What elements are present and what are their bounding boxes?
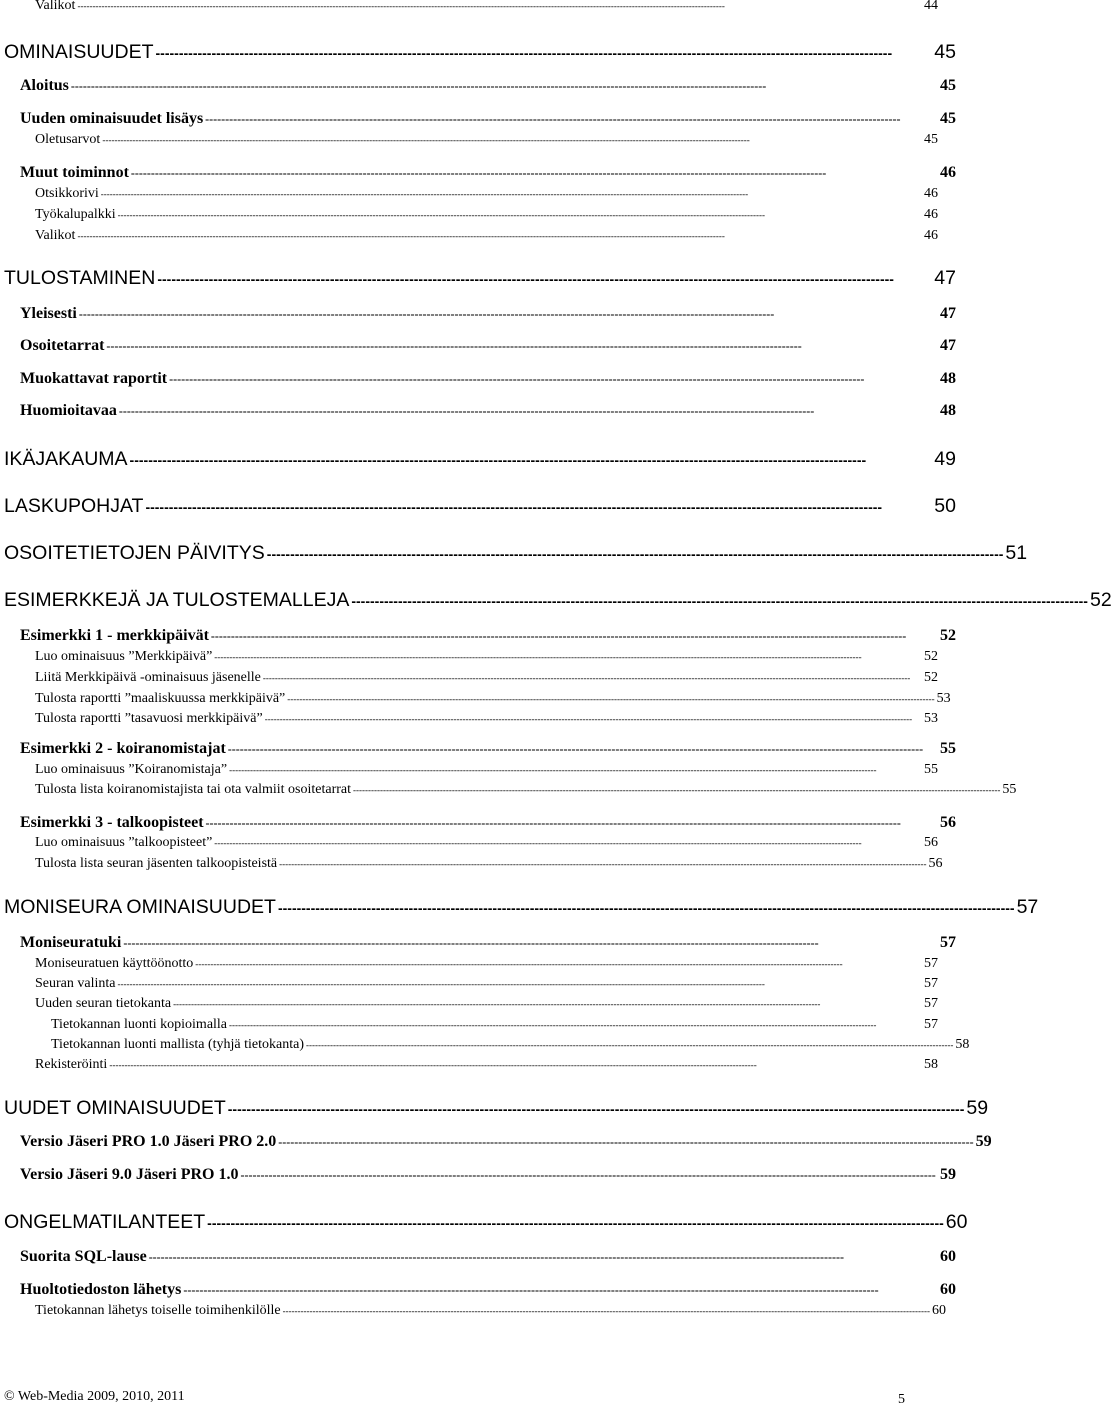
toc-entry[interactable] [20,1281,956,1301]
toc-entry-label: Aloitus [20,77,69,94]
toc-entry[interactable] [35,1057,938,1075]
dot-leader: ------------------------------------------------------------------------------------------------------------------------------------------------------------------------------ [118,404,815,418]
dot-leader: ------------------------------------------------------------------------------------------------------------------------------------------------------------------------------------------------------------------------ [195,959,843,969]
toc-entry[interactable] [51,1017,938,1035]
toc-entry-label: Esimerkki 2 - koiranomistajat [20,740,226,757]
dot-leader: -------------------------------------------------------------------------------------------------------------------------------------------------------------- [207,1215,944,1231]
dot-leader: ------------------------------------------------------------------------------------------------------------------------------------------------------------------------------ [148,1250,845,1264]
dot-leader: -------------------------------------------------------------------------------------------------------------------------------------------------------------- [145,499,883,515]
toc-entry[interactable] [4,448,956,472]
dot-leader: ------------------------------------------------------------------------------------------------------------------------------------------------------------------------------ [106,339,802,353]
toc-entry-page: 55 [940,740,956,757]
toc-entry-page: 48 [940,402,956,419]
dot-leader: ------------------------------------------------------------------------------------------------------------------------------------------------------------------------------------------------------------------------ [109,1060,757,1070]
toc-entry-label: Versio Jäseri 9.0 Jäseri PRO 1.0 [20,1166,239,1183]
toc-entry[interactable] [35,691,951,709]
toc-entry[interactable] [20,402,956,422]
toc-entry-label: Rekisteröinti [35,1057,108,1072]
toc-entry[interactable] [35,670,938,688]
toc-entry[interactable] [35,649,938,667]
toc-entry-label: Moniseuratuen käyttöönotto [35,956,194,971]
toc-entry-label: UUDET OMINAISUUDET [4,1097,226,1119]
toc-entry[interactable] [4,589,1112,613]
toc-entry[interactable] [20,337,956,357]
toc-entry-page: 52 [1089,589,1112,611]
toc-entry-label: OMINAISUUDET [4,41,154,63]
toc-entry[interactable] [20,740,956,760]
dot-leader: ------------------------------------------------------------------------------------------------------------------------------------------------------------------------------------------------------------------------ [353,785,1001,795]
toc-entry-label: Työkalupalkki [35,207,116,222]
toc-entry-page: 59 [940,1166,956,1183]
toc-entry[interactable] [35,996,938,1014]
toc-entry-page: 52 [940,627,956,644]
toc-entry-page: 56 [940,814,956,831]
dot-leader: ------------------------------------------------------------------------------------------------------------------------------------------------------------------------------------------------------------------------ [117,979,765,989]
toc-entry-page: 53 [936,691,951,706]
toc-entry-page: 57 [1016,896,1039,918]
toc-entry[interactable] [35,132,938,150]
dot-leader: ------------------------------------------------------------------------------------------------------------------------------------------------------------------------------------------------------------------------ [117,210,766,220]
toc-entry-label: Luo ominaisuus ”talkoopisteet” [35,835,213,850]
toc-entry[interactable] [51,1037,970,1055]
dot-leader: ------------------------------------------------------------------------------------------------------------------------------------------------------------------------------ [205,112,901,126]
dot-leader: ------------------------------------------------------------------------------------------------------------------------------------------------------------------------------ [169,372,865,386]
toc-entry[interactable] [35,207,938,225]
toc-entry[interactable] [35,835,938,853]
toc-entry[interactable] [35,711,938,729]
toc-entry-page: 47 [940,305,956,322]
toc-entry-page: 57 [940,934,956,951]
toc-entry-label: Tietokannan lähetys toiselle toimihenkilölle [35,1303,281,1318]
toc-entry-page: 57 [924,976,938,991]
toc-entry-page: 56 [924,835,938,850]
toc-entry-label: Valikot [35,228,76,243]
toc-entry-page: 60 [945,1211,968,1233]
toc-entry-label: OSOITETIETOJEN PÄIVITYS [4,542,265,564]
toc-entry-label: Oletusarvot [35,132,101,147]
toc-entry-label: Osoitetarrat [20,337,105,354]
dot-leader: -------------------------------------------------------------------------------------------------------------------------------------------------------------- [155,45,893,61]
dot-leader: ------------------------------------------------------------------------------------------------------------------------------------------------------------------------------------------------------------------------ [100,189,749,199]
toc-entry-label: ESIMERKKEJÄ JA TULOSTEMALLEJA [4,589,350,611]
dot-leader: ------------------------------------------------------------------------------------------------------------------------------------------------------------------------------ [205,816,901,830]
toc-entry-label: Moniseuratuki [20,934,122,951]
toc-entry[interactable] [20,110,956,130]
dot-leader: -------------------------------------------------------------------------------------------------------------------------------------------------------------- [277,900,1015,916]
dot-leader: ------------------------------------------------------------------------------------------------------------------------------------------------------------------------------ [227,742,924,756]
toc-entry[interactable] [4,495,956,519]
toc-entry[interactable] [4,542,1028,566]
toc-entry-label: Tietokannan luonti mallista (tyhjä tietokanta) [51,1037,304,1052]
toc-entry-page: 57 [924,1017,938,1032]
toc-entry-label: LASKUPOHJAT [4,495,144,517]
toc-entry-label: IKÄJAKAUMA [4,448,128,470]
dot-leader: -------------------------------------------------------------------------------------------------------------------------------------------------------------- [266,546,1004,562]
dot-leader: ------------------------------------------------------------------------------------------------------------------------------------------------------------------------------ [78,307,775,321]
toc-entry-page: 50 [934,495,956,517]
toc-entry[interactable] [4,1097,989,1121]
toc-entry[interactable] [35,228,938,246]
toc-entry[interactable] [35,0,938,16]
toc-entry-page: 46 [924,228,938,243]
toc-entry-page: 55 [924,762,938,777]
toc-entry-label: Esimerkki 1 - merkkipäivät [20,627,209,644]
dot-leader: ------------------------------------------------------------------------------------------------------------------------------------------------------------------------------ [183,1283,879,1297]
toc-entry[interactable] [35,956,938,974]
toc-entry-page: 47 [940,337,956,354]
toc-entry-label: Seuran valinta [35,976,116,991]
dot-leader: ------------------------------------------------------------------------------------------------------------------------------------------------------------------------------------------------------------------------ [229,1020,877,1030]
toc-entry-page: 55 [1002,782,1017,797]
toc-entry[interactable] [35,762,938,780]
toc-entry-label: Huomioitavaa [20,402,117,419]
toc-entry[interactable] [20,370,956,390]
toc-entry[interactable] [35,186,938,204]
toc-entry-page: 58 [924,1057,938,1072]
toc-entry[interactable] [4,267,956,291]
toc-entry-page: 46 [924,186,938,201]
dot-leader: -------------------------------------------------------------------------------------------------------------------------------------------------------------- [129,452,867,468]
toc-entry-page: 45 [924,132,938,147]
toc-entry-page: 48 [940,370,956,387]
dot-leader: -------------------------------------------------------------------------------------------------------------------------------------------------------------- [157,271,894,287]
toc-entry-page: 47 [934,267,956,289]
dot-leader: ------------------------------------------------------------------------------------------------------------------------------------------------------------------------------ [278,1135,974,1149]
toc-entry-label: Luo ominaisuus ”Koiranomistaja” [35,762,228,777]
dot-leader: -------------------------------------------------------------------------------------------------------------------------------------------------------------- [227,1101,965,1117]
toc-entry-label: MONISEURA OMINAISUUDET [4,896,276,918]
toc-entry-label: Valikot [35,0,76,13]
toc-entry[interactable] [20,814,956,834]
toc-entry[interactable] [20,627,956,647]
toc-entry-label: Tulosta lista seuran jäsenten talkoopisteistä [35,856,278,871]
toc-entry-label: TULOSTAMINEN [4,267,156,289]
toc-entry[interactable] [4,41,956,65]
toc-entry-page: 52 [924,670,938,685]
dot-leader: ------------------------------------------------------------------------------------------------------------------------------------------------------------------------------------------------------------------------ [77,1,725,11]
toc-entry-label: Muut toiminnot [20,164,129,181]
dot-leader: ------------------------------------------------------------------------------------------------------------------------------------------------------------------------------------------------------------------------ [282,1306,930,1316]
toc-entry-label: Huoltotiedoston lähetys [20,1281,182,1298]
toc-entry-label: Uuden seuran tietokanta [35,996,172,1011]
toc-entry[interactable] [20,77,956,97]
toc-entry-label: Tietokannan luonti kopioimalla [51,1017,228,1032]
toc-entry-page: 44 [924,0,938,13]
toc-entry-label: Yleisesti [20,305,77,322]
dot-leader: ------------------------------------------------------------------------------------------------------------------------------------------------------------------------------ [123,936,819,950]
toc-entry[interactable] [20,1133,992,1153]
toc-entry-label: Tulosta raportti ”maaliskuussa merkkipäivä” [35,691,286,706]
toc-entry-page: 60 [940,1281,956,1298]
toc-entry-label: Tulosta raportti ”tasavuosi merkkipäivä” [35,711,263,726]
toc-entry-page: 45 [940,110,956,127]
dot-leader: ------------------------------------------------------------------------------------------------------------------------------------------------------------------------------------------------------------------------ [279,859,927,869]
toc-entry-page: 52 [924,649,938,664]
dot-leader: ------------------------------------------------------------------------------------------------------------------------------------------------------------------------------ [130,166,827,180]
toc-entry-page: 56 [928,856,943,871]
toc-entry[interactable] [35,856,943,874]
toc-entry-page: 57 [924,996,938,1011]
dot-leader: ------------------------------------------------------------------------------------------------------------------------------------------------------------------------------------------------------------------------ [102,135,750,145]
toc-entry-page: 49 [934,448,956,470]
dot-leader: ------------------------------------------------------------------------------------------------------------------------------------------------------------------------------------------------------------------------ [262,673,911,683]
toc-entry[interactable] [35,782,1017,800]
toc-entry-page: 45 [940,77,956,94]
footer-copyright: © Web-Media 2009, 2010, 2011 [4,1389,185,1404]
dot-leader: ------------------------------------------------------------------------------------------------------------------------------------------------------------------------------------------------------------------------ [214,838,862,848]
toc-entry-label: Uuden ominaisuudet lisäys [20,110,204,127]
dot-leader: -------------------------------------------------------------------------------------------------------------------------------------------------------------- [351,593,1088,609]
toc-entry[interactable] [35,1303,946,1321]
toc-entry[interactable] [20,164,956,184]
toc-entry-label: Otsikkorivi [35,186,99,201]
toc-entry-label: ONGELMATILANTEET [4,1211,206,1233]
toc-entry-label: Luo ominaisuus ”Merkkipäivä” [35,649,213,664]
toc-entry[interactable] [20,1166,956,1186]
dot-leader: ------------------------------------------------------------------------------------------------------------------------------------------------------------------------------------------------------------------------ [306,1040,954,1050]
dot-leader: ------------------------------------------------------------------------------------------------------------------------------------------------------------------------------------------------------------------------ [173,999,821,1009]
dot-leader: ------------------------------------------------------------------------------------------------------------------------------------------------------------------------------ [210,629,907,643]
toc-entry-label: Esimerkki 3 - talkoopisteet [20,814,204,831]
toc-entry-page: 60 [940,1248,956,1265]
toc-entry[interactable] [4,1211,968,1235]
footer-page-number: 5 [898,1392,905,1407]
toc-entry[interactable] [20,934,956,954]
toc-entry-label: Tulosta lista koiranomistajista tai ota valmiit osoitetarrat [35,782,351,797]
toc-entry-page: 57 [924,956,938,971]
toc-entry-page: 60 [932,1303,946,1318]
dot-leader: ------------------------------------------------------------------------------------------------------------------------------------------------------------------------------------------------------------------------ [229,765,877,775]
dot-leader: ------------------------------------------------------------------------------------------------------------------------------------------------------------------------------------------------------------------------ [77,231,725,241]
toc-entry[interactable] [4,896,1039,920]
toc-entry[interactable] [35,976,938,994]
dot-leader: ------------------------------------------------------------------------------------------------------------------------------------------------------------------------------------------------------------------------ [287,694,935,704]
toc-entry-page: 46 [940,164,956,181]
dot-leader: ------------------------------------------------------------------------------------------------------------------------------------------------------------------------------------------------------------------------ [214,652,862,662]
toc-entry-page: 59 [966,1097,989,1119]
toc-entry-label: Muokattavat raportit [20,370,168,387]
toc-entry-page: 59 [975,1133,992,1150]
dot-leader: ------------------------------------------------------------------------------------------------------------------------------------------------------------------------------------------------------------------------ [264,714,913,724]
toc-entry-page: 45 [934,41,956,63]
toc-entry-page: 58 [955,1037,970,1052]
toc-entry[interactable] [20,305,956,325]
toc-entry[interactable] [20,1248,956,1268]
dot-leader: ------------------------------------------------------------------------------------------------------------------------------------------------------------------------------ [70,79,767,93]
toc-entry-page: 46 [924,207,938,222]
toc-entry-page: 51 [1005,542,1028,564]
dot-leader: ------------------------------------------------------------------------------------------------------------------------------------------------------------------------------ [240,1168,936,1182]
toc-entry-label: Liitä Merkkipäivä -ominaisuus jäsenelle [35,670,261,685]
toc-entry-page: 53 [924,711,938,726]
toc-entry-label: Versio Jäseri PRO 1.0 Jäseri PRO 2.0 [20,1133,277,1150]
toc-entry-label: Suorita SQL-lause [20,1248,147,1265]
